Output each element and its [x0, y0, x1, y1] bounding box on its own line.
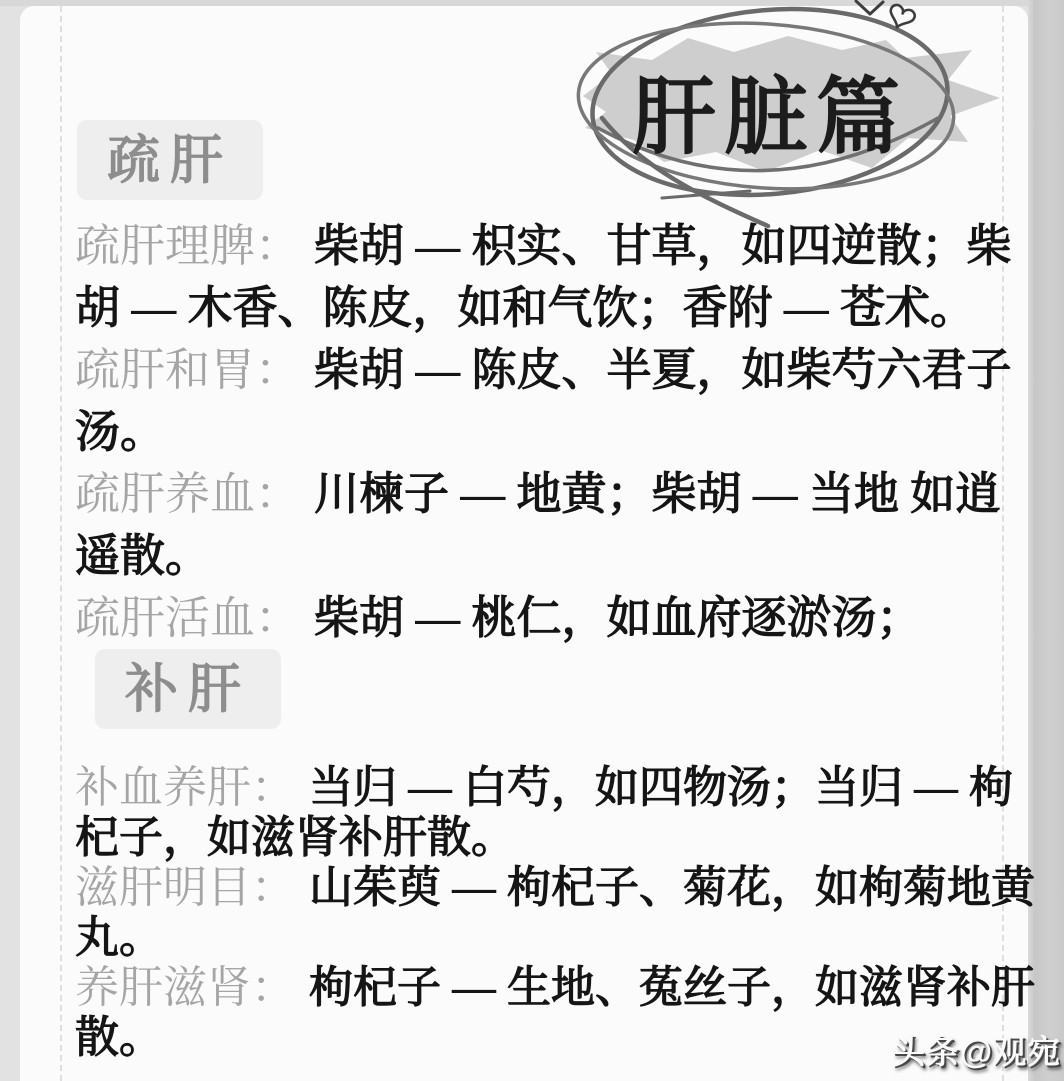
entry-text: 柴胡 — 桃仁，如血府逐淤汤； — [314, 593, 922, 643]
entry-label: 疏肝和胃： — [75, 345, 301, 395]
entry-text: 川楝子 — 地黄；柴胡 — 当地 如逍遥散。 — [75, 469, 1001, 581]
entry-label: 补血养肝： — [75, 763, 295, 812]
entry-text: 枸杞子 — 生地、菟丝子，如滋肾补肝散。 — [75, 963, 1035, 1062]
heart-v-icon — [856, 1, 883, 14]
entry-label: 疏肝养血： — [75, 469, 301, 519]
section-heading: 疏肝 — [77, 120, 263, 200]
section-heading-row — [95, 649, 1040, 729]
entry-text: 当归 — 白芍，如四物汤；当归 — 枸杞子，如滋肾补肝散。 — [75, 763, 1013, 862]
entry-label: 疏肝活血： — [75, 593, 301, 643]
page-title: 肝脏篇 — [632, 70, 909, 164]
entry-text: 柴胡 — 枳实、甘草，如四逆散；柴胡 — 木香、陈皮，如和气饮；香附 — 苍术。 — [75, 221, 1012, 333]
left-margin-dashed-line — [60, 6, 62, 1081]
entry-label: 养肝滋肾： — [75, 963, 295, 1012]
entry — [75, 763, 1040, 863]
entry — [75, 863, 1040, 963]
entry-text: 山茱萸 — 枸杞子、菊花，如枸菊地黄丸。 — [75, 863, 1035, 962]
watermark: 头条@观宛 — [892, 1033, 1062, 1070]
entry — [75, 587, 1040, 649]
section — [75, 649, 1040, 1063]
entry-text: 柴胡 — 陈皮、半夏，如柴芍六君子汤。 — [75, 345, 1012, 457]
entry — [75, 339, 1040, 463]
entry-label: 滋肝明目： — [75, 863, 295, 912]
entry-label: 疏肝理脾： — [75, 221, 301, 271]
section-heading: 补肝 — [95, 649, 281, 729]
entry — [75, 463, 1040, 587]
